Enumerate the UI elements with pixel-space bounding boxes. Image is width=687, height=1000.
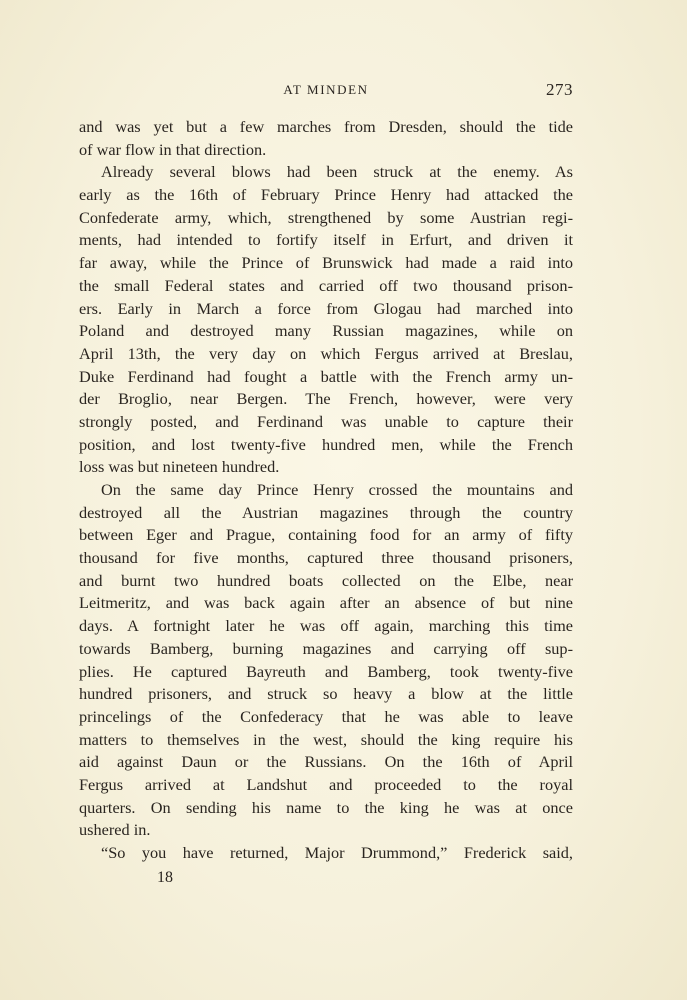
text-line: Poland and destroyed many Russian magazines, while on (79, 321, 573, 341)
text-line: of war flow in that direction. (79, 139, 267, 159)
text-line: position, and lost twenty-five hundred men, while the French (79, 434, 573, 454)
text-line: princelings of the Confederacy that he was able to leave (79, 706, 573, 726)
text-line: ushered in. (79, 820, 151, 840)
text-line: quarters. On sending his name to the king he was at once (79, 797, 573, 817)
text-line: Duke Ferdinand had fought a battle with the French army un- (79, 366, 573, 386)
text-line: strongly posted, and Ferdinand was unable to capture their (79, 411, 573, 431)
text-line: plies. He captured Bayreuth and Bamberg, took twenty-five (79, 661, 573, 681)
text-line: days. A fortnight later he was off again, marching this time (79, 616, 573, 636)
text-line: Leitmeritz, and was back again after an absence of but nine (79, 593, 573, 613)
text-line: April 13th, the very day on which Fergus arrived at Breslau, (79, 343, 573, 363)
signature-mark: 18 (157, 869, 173, 886)
page-number: 273 (546, 80, 573, 99)
text-line: the small Federal states and carried off two thousand prison- (79, 275, 573, 295)
text-line: between Eger and Prague, containing food for an army of fifty (79, 525, 573, 545)
text-line: thousand for five months, captured three thousand prisoners, (79, 548, 573, 568)
text-line: loss was but nineteen hundred. (79, 457, 280, 477)
text-line: matters to themselves in the west, should the king require his (79, 729, 573, 749)
text-line: On the same day Prince Henry crossed the mountains and (101, 480, 573, 499)
text-line: Confederate army, which, strengthened by some Austrian regi- (79, 207, 573, 227)
text-line: der Broglio, near Bergen. The French, however, were very (79, 389, 573, 409)
text-line: “So you have returned, Major Drummond,” Frederick said, (101, 843, 573, 862)
text-line: early as the 16th of February Prince Henry had attacked the (79, 185, 573, 205)
body-text (79, 116, 573, 865)
text-line: ers. Early in March a force from Glogau had marched into (79, 298, 573, 318)
text-line: aid against Daun or the Russians. On the 16th of April (79, 752, 573, 772)
text-line: ments, had intended to fortify itself in Erfurt, and driven it (79, 230, 573, 250)
text-line: and burnt two hundred boats collected on the Elbe, near (79, 570, 573, 590)
text-line: hundred prisoners, and struck so heavy a blow at the little (79, 684, 573, 704)
text-line: far away, while the Prince of Brunswick had made a raid into (79, 253, 573, 273)
text-line: destroyed all the Austrian magazines through the country (79, 502, 573, 522)
text-line: towards Bamberg, burning magazines and carrying off sup- (79, 638, 573, 658)
text-line: Already several blows had been struck at the enemy. As (101, 162, 573, 182)
running-head (79, 80, 573, 104)
text-line: Fergus arrived at Landshut and proceeded to the royal (79, 774, 573, 794)
text-line: and was yet but a few marches from Dresden, should the tide (79, 117, 573, 136)
running-title: AT MINDEN (283, 82, 369, 97)
